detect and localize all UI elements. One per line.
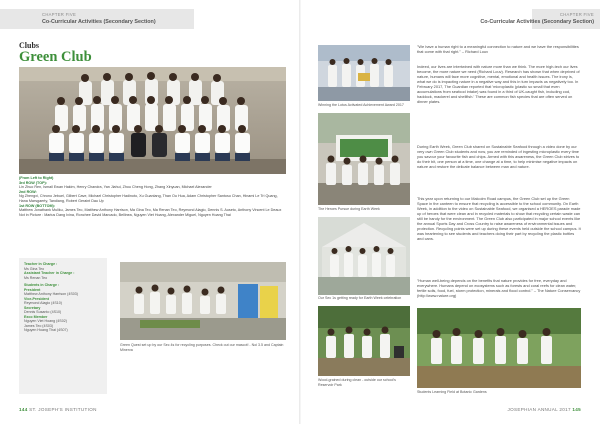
pledge-caption: The Heroes Pursue during Earth Week — [318, 207, 380, 211]
paragraph-4: This year upon returning to our Malcolm Road campus, the Green Club set up the Green Space in the canteen to ensure that recycling is accessible to the school community. On Earth Week, in addition to the video on Sustainable Seafood, we organised a HEROES parade made up of heroes that were clean and in recycled materials to show that recycling certain waste can still be handy for the environment. The Green Club also participated in major school events like the annual Sports Day and Cross Country to raise awareness of environmental issues and protection. Recycling points were set up during these events held outside the school campus. It was heartening to see students and teachers doing their part by recycling the plastic bottles and cans. — [417, 196, 581, 241]
cleanup-photo — [318, 306, 410, 376]
chapter-number: CHAPTER FIVE — [42, 12, 77, 17]
footer-right — [508, 407, 581, 412]
row1-label: 1st ROW (BOTTOM): — [19, 203, 55, 208]
section-label: Clubs — [19, 41, 40, 50]
tent-photo — [318, 217, 410, 295]
vp-name: Reymond Alagio (4S10) — [24, 301, 62, 305]
footer-annual-name: JOSEPHIAN ANNUAL 2017 — [507, 407, 571, 412]
atic-name: Ms Renan Teo — [24, 275, 48, 280]
row2-names: Ng Zhengxi, Chrono Jebuel, Gilbert Cave, Michael Christopher Hadinoto, Xu Guanlang, Than Ou Hua, Adam Christopher Santoso Chan, Hinami Le Tri Quang, Hana Marsgaerty, Tandiang, Robert Geraint Dau Up — [19, 194, 278, 203]
cleanup-caption: Wood-grained during clean - outside our school's Reservoir Park — [318, 378, 396, 387]
tic-label: Teacher in Charge : — [24, 262, 58, 266]
tent-photo-image — [318, 217, 410, 295]
paragraph-2: Indeed, our lives are intertwined with nature more than we think. The more high-tech our lives become, the more nature we need (Richard Louv). Research has shown that when deprived of nature, humans will face more cognitive, mental, emotional and health issues. The irony is, what we do is impacting nature in a negative way and this in turn impacts us negatively too. In February 2017, The Guardian reported that 'microplastic (plastic so small that even accumulations from seafood intake) was found in a third of UK-caught fish, including cod, haddock, mackerel and shellfish.' These are common fish species that are often served on dinner plates. — [417, 64, 580, 104]
students-label: Students in Charge : — [24, 283, 60, 287]
exco-name-1: Nguyen Viet Hoang (4S02) — [24, 319, 67, 323]
recycling-photo — [120, 262, 286, 340]
teachers-box — [19, 258, 107, 394]
award-caption: Winning the Lotus Activated Achievement Award 2017 — [318, 103, 404, 107]
secretary-name: Dennis Susanto (4S10) — [24, 310, 62, 314]
cleanup-photo-image — [318, 306, 410, 376]
atic-label: Assistant Teacher in Charge : — [24, 271, 75, 275]
vp-label: Vice-President — [24, 296, 49, 301]
row3-names: Lin Zhuo Ren, Ismail Ewan Hakim, Henry Chandra, Yan Jiahui, Zhou Cheng Hong, Zhang Xinyuan, Michael Alexander — [19, 185, 212, 190]
right-page — [300, 0, 600, 424]
president-label: President — [24, 287, 41, 292]
pledge-photo — [318, 113, 410, 205]
row2-label: 2nd ROW: — [19, 189, 37, 194]
group-photo — [19, 67, 286, 174]
president-name: Matthew Anthony Harrison (4S03) — [24, 292, 78, 296]
planting-caption: Students Learning Field at Botanic Gardens — [417, 390, 487, 394]
page-number-left: 144 — [19, 407, 28, 412]
recycling-caption: Green Quest set up by our Sec 4s for recycling purposes. Check out our mascot! - Noi 3.5 and Captain Minerva — [120, 343, 284, 352]
secretary-label: Secretary — [24, 305, 41, 310]
row3-label: 3rd ROW (TOP): — [19, 180, 47, 185]
names-order-note: (From Left to Right) — [19, 176, 54, 180]
paragraph-quote-2: "Human well-being depends on the benefits that nature provides for free, everyday and everywhere. Humans depend on ecosystems such as forests and coral reefs for clean water, fertile soils, food, fuel, storm protection, minerals and flood control." – The Nature Conservancy (http://www.nature.org) — [417, 278, 581, 298]
planting-photo — [417, 308, 581, 388]
tic-name: Ms Gina Teo — [24, 266, 45, 271]
page-number-right: 145 — [572, 407, 581, 412]
chapter-header-left — [0, 9, 194, 29]
chapter-title-right: Co-Curricular Activities (Secondary Section) — [480, 19, 594, 25]
chapter-number-right: CHAPTER FIVE — [559, 12, 594, 17]
exco-label: Exco Member — [24, 314, 48, 319]
not-in-photo: Not in Picture : Marius Dang Ivina, Ronchee David Marcado, Bellinea, Nguyen Viet Hoang, Alexander Miguel, Nguyen Hoang Thai — [19, 212, 231, 217]
page-title: Green Club — [19, 49, 92, 65]
tent-caption: Our Sec 1s getting ready for Earth Week celebration — [318, 296, 402, 300]
member-names — [19, 176, 286, 217]
pledge-photo-image — [318, 113, 410, 205]
group-photo-image — [19, 67, 286, 174]
exco-name-2: James Teo (4S03) — [24, 323, 54, 328]
footer-left — [19, 407, 97, 412]
chapter-title: Co-Curricular Activities (Secondary Section) — [42, 19, 156, 25]
exco-name-3: Nguyen Hoang Thai (4S07) — [24, 328, 68, 332]
recycling-photo-image — [120, 262, 286, 340]
award-photo-image — [318, 45, 410, 101]
planting-photo-image — [417, 308, 581, 388]
paragraph-3: During Earth Week, Green Club shared on Sustainable Seafood through a video done by our very own Green Club students and now, you are reminded of ingesting microplastic every time you savour your favourite fish and chips. Armed with this awareness, the Green Club strives to do their bit, one person at a time, one change at a time, to help minimise negative impacts on nature and restore the delicate balance between man and nature. — [417, 144, 580, 169]
footer-school-name: ST. JOSEPH'S INSTITUTION — [29, 407, 97, 412]
row1-names: Matthew Jonathank Muliku, James Teo, Matthew Anthony Harrison, Ma Gina Teo, Ma Renan Teo, Reymond Alagio, Dennis S. Auseto, Anthony Vincent Le Deaux — [19, 208, 282, 213]
award-photo — [318, 45, 410, 101]
chapter-header-right — [480, 9, 600, 29]
paragraph-quote-1: "We have a human right to a meaningful connection to nature and we have the responsibilities that come with that right." – Richard Louv — [417, 44, 579, 54]
